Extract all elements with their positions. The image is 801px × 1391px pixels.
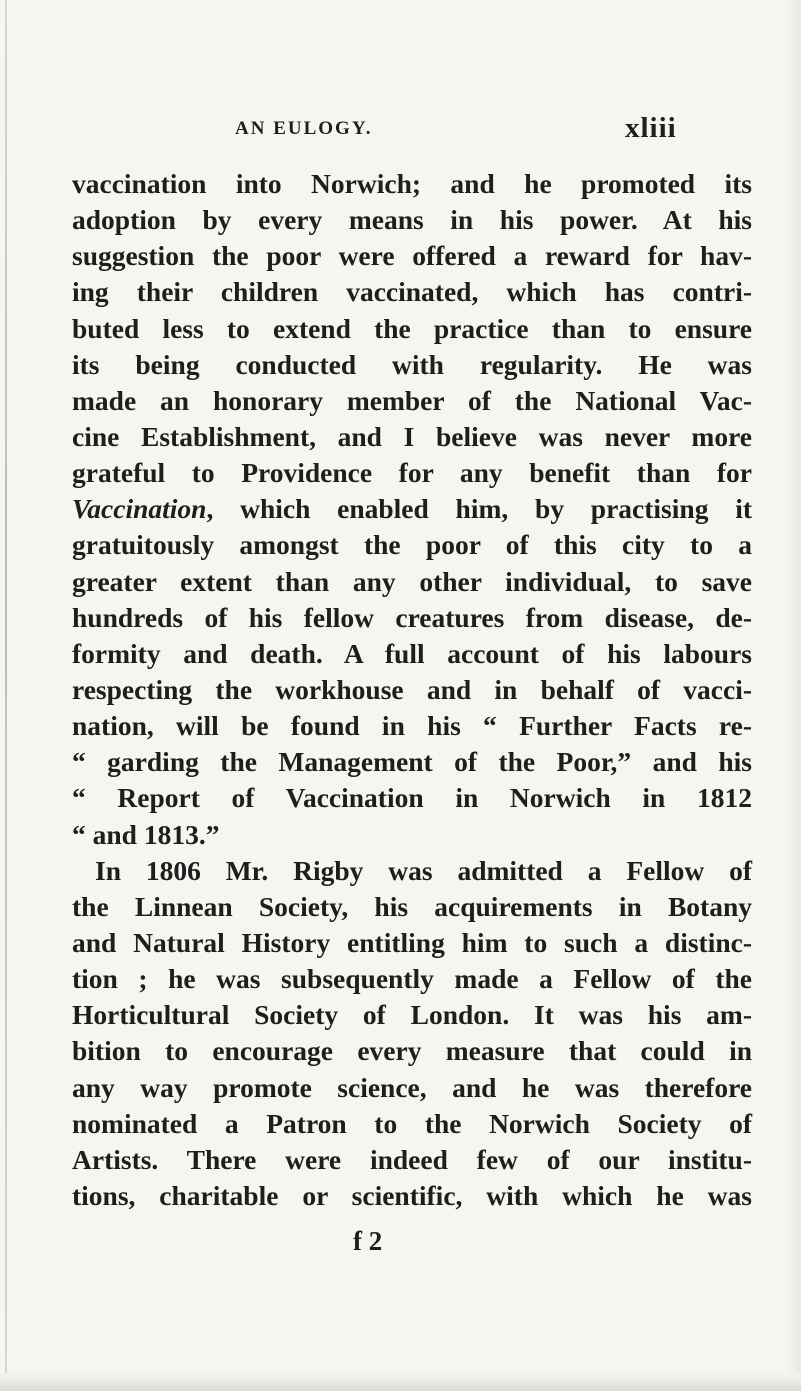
text-line: “ Report of Vaccination in Norwich in 1812 [72,782,752,814]
text-line: hundreds of his fellow creatures from disease, de- [72,601,752,633]
text-line: made an honorary member of the National Vac- [72,384,752,416]
text-line-rest: , which enabled him, by practising it [206,493,752,525]
text-line: its being conducted with regularity. He was [72,348,752,380]
text-line: tions, charitable or scientific, with which he was [72,1179,752,1211]
page-edge-left [5,0,7,1391]
text-line: gratuitously amongst the poor of this city to a [72,529,752,561]
body-text [72,166,752,1214]
text-line: respecting the workhouse and in behalf of vacci- [72,673,752,705]
text-line: grateful to Providence for any benefit than for [72,457,752,489]
running-title: AN EULOGY. [235,118,373,139]
text-line: and Natural History entitling him to such a distinc- [72,926,752,958]
page-edge-bottom [0,1373,801,1391]
signature-mark: f 2 [353,1226,383,1256]
italic-word: Vaccination [72,493,207,525]
text-line: greater extent than any other individual, to save [72,565,752,597]
text-line: nation, will be found in his “ Further Facts re- [72,710,752,742]
text-line: buted less to extend the practice than to ensure [72,312,752,344]
text-line: Horticultural Society of London. It was his am- [72,999,752,1031]
text-line: nominated a Patron to the Norwich Society of [72,1107,752,1139]
text-line: tion ; he was subsequently made a Fellow of the [72,963,752,995]
text-line-paragraph-end: “ and 1813.” [72,818,220,850]
text-line: cine Establishment, and I believe was never more [72,420,752,452]
text-line: Artists. There were indeed few of our institu- [72,1143,752,1175]
text-line: suggestion the poor were offered a reward for hav- [72,240,752,272]
text-line: adoption by every means in his power. At his [72,204,752,236]
text-line: “ garding the Management of the Poor,” and his [72,746,752,778]
text-line-paragraph-start: In 1806 Mr. Rigby was admitted a Fellow of [95,854,752,886]
text-line: any way promote science, and he was therefore [72,1071,752,1103]
page-edge-right [787,0,801,1391]
running-head [60,112,730,148]
page-number: xliii [625,112,677,144]
text-line: bition to encourage every measure that could in [72,1035,752,1067]
text-line: the Linnean Society, his acquirements in Botany [72,890,752,922]
text-line-with-italic [72,491,752,527]
text-line: vaccination into Norwich; and he promoted its [72,168,752,199]
text-line: formity and death. A full account of his labours [72,637,752,669]
text-line: ing their children vaccinated, which has contri- [72,276,752,308]
